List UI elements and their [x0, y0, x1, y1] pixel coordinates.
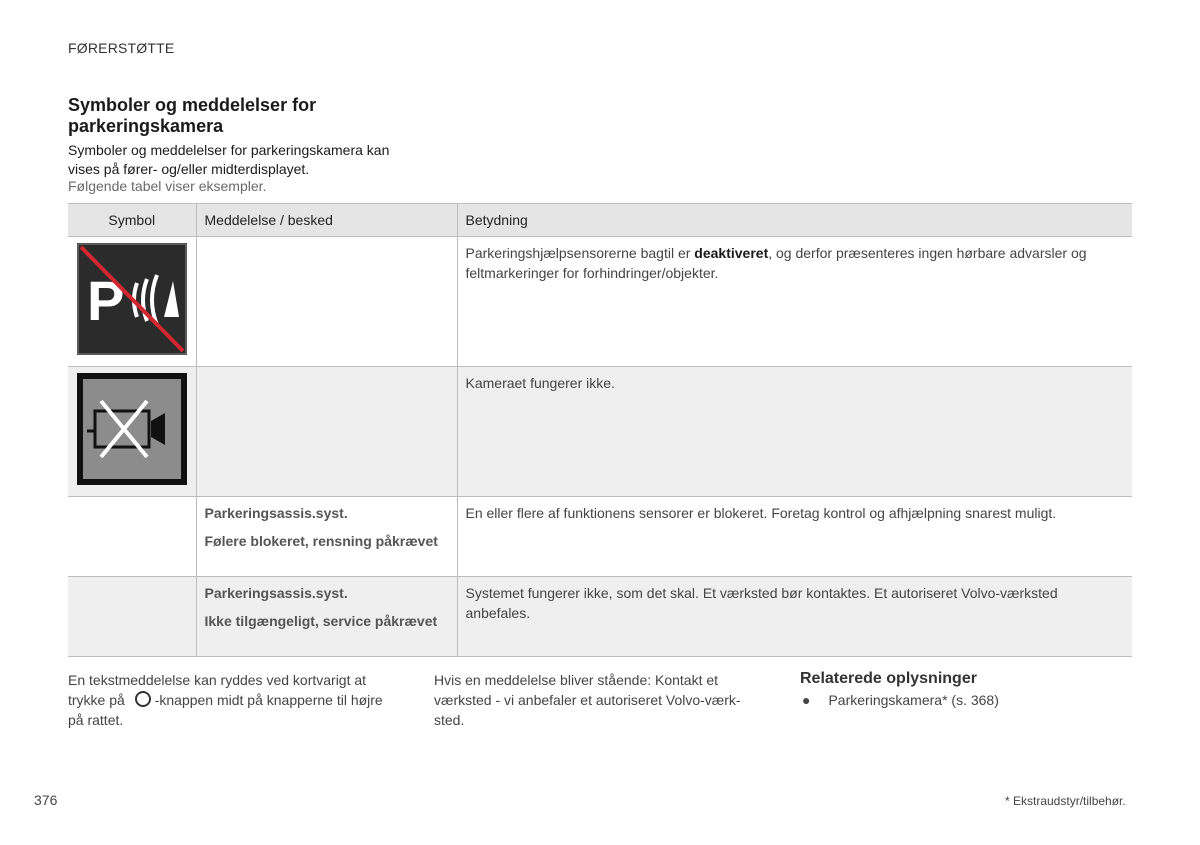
header-meaning: Betydning	[457, 204, 1132, 237]
related-link-label: Parkeringskamera* (s. 368)	[828, 692, 999, 708]
meaning-cell	[457, 237, 1132, 367]
symbol-cell	[68, 367, 196, 497]
message-line: Parkeringsassis.syst.	[204, 505, 348, 521]
table-row	[68, 577, 1132, 657]
table-row	[68, 237, 1132, 367]
message-line: Ikke tilgængeligt, service påkrævet	[204, 613, 438, 629]
meaning-cell: Kameraet fungerer ikke.	[457, 367, 1132, 497]
parking-sensor-off-icon	[77, 243, 187, 355]
section-label: FØRERSTØTTE	[68, 40, 175, 56]
clear-message-text	[68, 670, 398, 730]
message-cell	[196, 237, 457, 367]
message-cell	[196, 497, 457, 577]
table-row	[68, 497, 1132, 577]
page-title: Symboler og meddelelser for parkeringskamera	[68, 95, 317, 136]
symbol-cell	[68, 577, 196, 657]
clear-message-before: En tekstmeddelelse kan ryddes ved kortvarigt at trykke på	[68, 672, 367, 708]
header-message: Meddelelse / besked	[196, 204, 457, 237]
message-cell	[196, 367, 457, 497]
clear-message-after: -knappen midt på knapperne til højre på rattet.	[68, 692, 383, 728]
message-cell	[196, 577, 457, 657]
symbols-table	[68, 203, 1132, 657]
meaning-emphasis: deaktiveret	[694, 245, 769, 261]
related-info-title: Relaterede oplysninger	[800, 670, 977, 687]
page-number: 376	[34, 792, 58, 808]
symbol-cell	[68, 497, 196, 577]
message-line: Følere blokeret, rensning påkrævet	[204, 533, 438, 549]
symbol-cell	[68, 237, 196, 367]
camera-fault-icon	[77, 373, 187, 485]
meaning-cell: En eller flere af funktionens sensorer er blokeret. Foretag kontrol og afhjælpning snarest muligt.	[457, 497, 1132, 577]
bullet-icon: ●	[802, 692, 811, 708]
meaning-cell: Systemet fungerer ikke, som det skal. Et værksted bør kontaktes. Et autoriseret Volvo-værksted anbefales.	[457, 577, 1132, 657]
meaning-prefix: Parkeringshjælpsensorerne bagtil er	[465, 245, 695, 261]
svg-text:P: P	[86, 269, 125, 332]
persistent-message-text: Hvis en meddelelse bliver stående: Kontakt et værksted - vi anbefaler et autoriseret Volvo-værk- sted.	[434, 672, 741, 728]
related-link-parking-camera[interactable]	[802, 692, 999, 708]
intro-text: Symboler og meddelelser for parkeringskamera kan vises på fører- og/eller midterdisplayet.	[68, 142, 390, 177]
table-row	[68, 367, 1132, 497]
footnote: * Ekstraudstyr/tilbehør.	[1005, 794, 1126, 808]
message-line: Parkeringsassis.syst.	[204, 585, 348, 601]
intro-note: Følgende tabel viser eksempler.	[68, 178, 267, 194]
meaning-suffix: , og derfor præsenteres ingen hørbare advarsler og feltmarkeringer for forhindringer/objekter.	[465, 245, 1087, 281]
ok-button-circle-icon	[135, 691, 151, 707]
table-header-row	[68, 204, 1132, 237]
header-symbol: Symbol	[68, 204, 196, 237]
